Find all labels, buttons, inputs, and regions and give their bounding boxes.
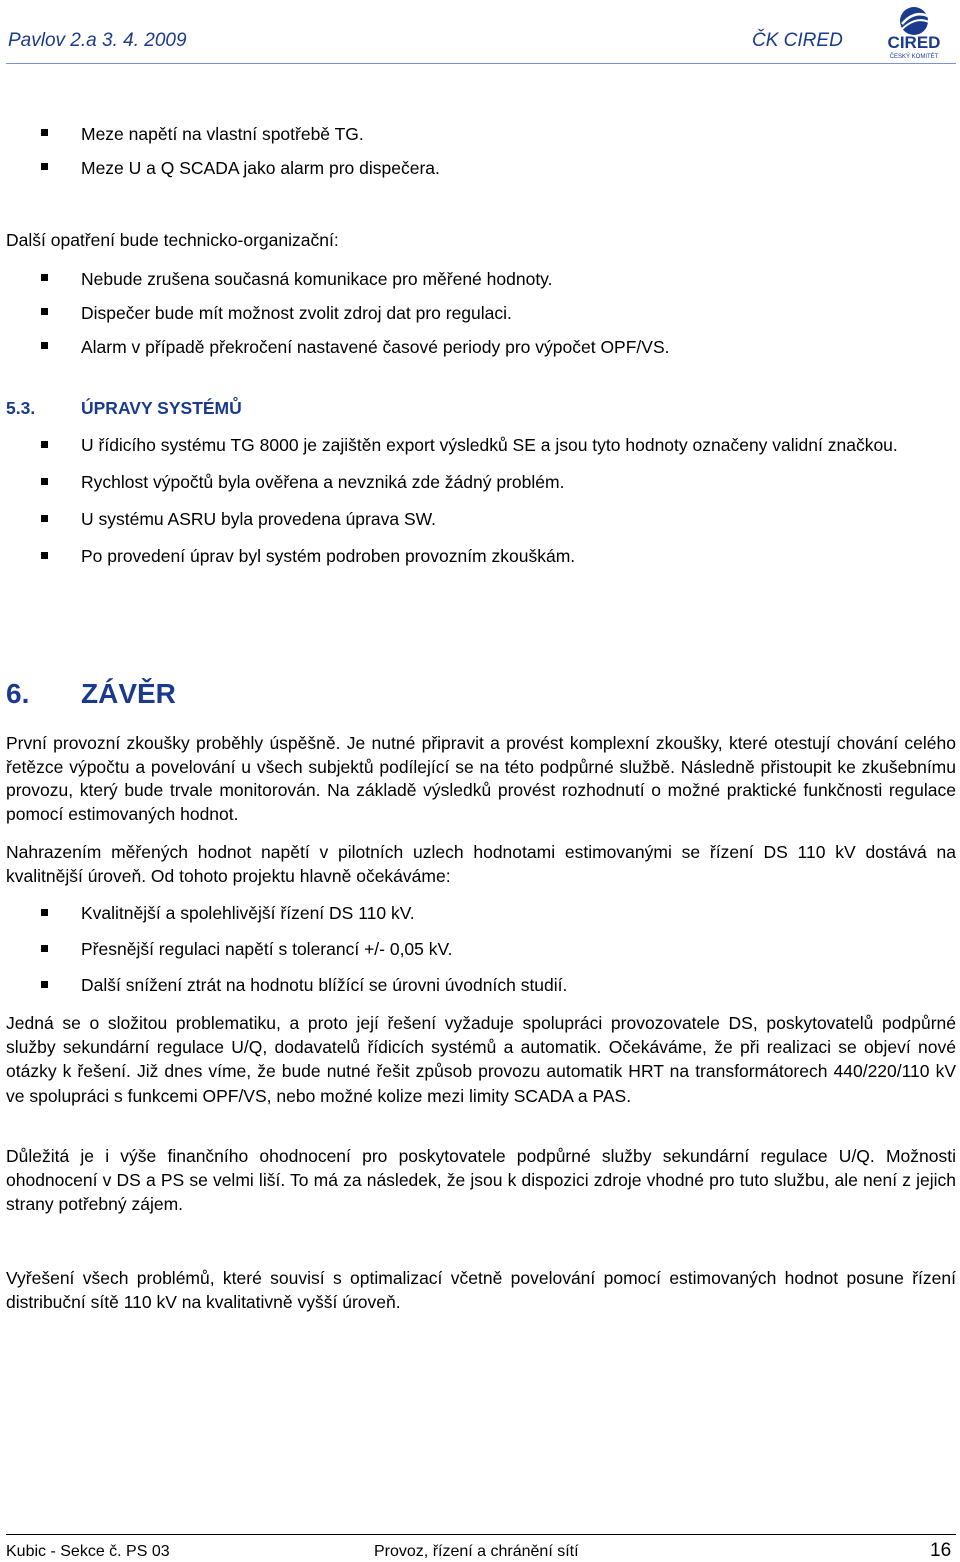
section-heading-6: 6. ZÁVĚR bbox=[6, 678, 176, 709]
footer-middle: Provoz, řízení a chránění sítí bbox=[374, 1543, 579, 1560]
list-item: Kvalitnější a spolehlivější řízení DS 110 kV. bbox=[0, 901, 960, 925]
cired-logo bbox=[872, 4, 956, 60]
list-item: Meze U a Q SCADA jako alarm pro dispečera. bbox=[0, 151, 960, 185]
list-item: U řídicího systému TG 8000 je zajištěn export výsledků SE a jsou tyto hodnoty označeny validní značkou. bbox=[0, 434, 960, 456]
list-organizational bbox=[0, 262, 960, 364]
list-item: U systému ASRU byla provedena úprava SW. bbox=[0, 508, 960, 530]
bullet-icon bbox=[41, 441, 48, 448]
header-rule bbox=[6, 63, 956, 64]
bullet-icon bbox=[41, 308, 48, 315]
bullet-icon bbox=[41, 129, 48, 136]
list-expectations bbox=[0, 901, 960, 997]
section-heading-5-3: 5.3. ÚPRAVY SYSTÉMŮ bbox=[6, 398, 242, 418]
bullet-icon bbox=[41, 552, 48, 559]
logo-subtext: ČESKÝ KOMITÉT bbox=[889, 54, 939, 60]
list-item: Alarm v případě překročení nastavené časové periody pro výpočet OPF/VS. bbox=[0, 330, 960, 364]
paragraph-conclusion-5: Vyřešení všech problémů, které souvisí s optimalizací včetně povelování pomocí estimovaných hodnot posune řízení distribuční sítě 110 kV na kvalitativně vyšší úroveň. bbox=[6, 1268, 956, 1313]
paragraph-conclusion-4: Důležitá je i výše finančního ohodnocení pro poskytovatele podpůrné služby sekundární regulace U/Q. Možnosti ohodnocení v DS a PS se velmi liší. To má za následek, že jsou k dispozici zdroje vhodné pro tuto službu, ale není z jejich strany potřebný zájem. bbox=[6, 1146, 956, 1215]
list-item: Nebude zrušena současná komunikace pro měřené hodnoty. bbox=[0, 262, 960, 296]
list-item: Další snížení ztrát na hodnotu blížící se úrovni úvodních studií. bbox=[0, 973, 960, 997]
paragraph-conclusion-2: Nahrazením měřených hodnot napětí v pilotních uzlech hodnotami estimovanými se řízení DS 110 kV dostává na kvalitnější úroveň. Od tohoto projektu hlavně očekáváme: bbox=[6, 842, 956, 886]
bullet-icon bbox=[41, 945, 48, 952]
paragraph-dalsi: Další opatření bude technicko-organizační: bbox=[6, 230, 339, 250]
list-system-changes bbox=[0, 434, 960, 567]
bullet-icon bbox=[41, 909, 48, 916]
footer-rule bbox=[6, 1534, 956, 1535]
list-item: Meze napětí na vlastní spotřebě TG. bbox=[0, 117, 960, 151]
footer-left: Kubic - Sekce č. PS 03 bbox=[6, 1543, 170, 1560]
header-right: ČK CIRED bbox=[752, 30, 843, 51]
bullet-icon bbox=[41, 515, 48, 522]
bullet-icon bbox=[41, 163, 48, 170]
list-item: Přesnější regulaci napětí s tolerancí +/- 0,05 kV. bbox=[0, 937, 960, 961]
bullet-icon bbox=[41, 342, 48, 349]
paragraph-conclusion-1: První provozní zkoušky proběhly úspěšně. Je nutné připravit a provést komplexní zkoušky, které otestují chování celého řetězce výpočtu a povelování u všech subjektů podílející se na této podpůrné službě. Následně přistoupit ke zkušebnímu provozu, který bude trvale monitorován. Na základě výsledků provést rozhodnutí o možné praktické funkčnosti regulace pomocí estimovaných hodnot. bbox=[6, 733, 956, 825]
bullet-icon bbox=[41, 274, 48, 281]
paragraph-conclusion-3: Jedná se o složitou problematiku, a proto její řešení vyžaduje spolupráci provozovatele DS, poskytovatelů podpůrné služby sekundární regulace U/Q, dodavatelů řídicích systémů a automatik. Očekáváme, že při realizaci se objeví nové otázky k řešení. Již dnes víme, že bude nutné řešit způsob provozu automatik HRT na transformátorech 440/220/110 kV ve spolupráci s funkcemi OPF/VS, nebo možné kolize mezi limity SCADA a PAS. bbox=[6, 1013, 956, 1106]
list-item: Po provedení úprav byl systém podroben provozním zkouškám. bbox=[0, 545, 960, 567]
page-number: 16 bbox=[930, 1540, 952, 1561]
header-left: Pavlov 2.a 3. 4. 2009 bbox=[8, 30, 187, 51]
list-item: Dispečer bude mít možnost zvolit zdroj dat pro regulaci. bbox=[0, 296, 960, 330]
list-item: Rychlost výpočtů byla ověřena a nevzniká zde žádný problém. bbox=[0, 471, 960, 493]
list-voltage-limits bbox=[0, 117, 960, 185]
bullet-icon bbox=[41, 478, 48, 485]
logo-text: CIRED bbox=[887, 33, 941, 52]
bullet-icon bbox=[41, 981, 48, 988]
